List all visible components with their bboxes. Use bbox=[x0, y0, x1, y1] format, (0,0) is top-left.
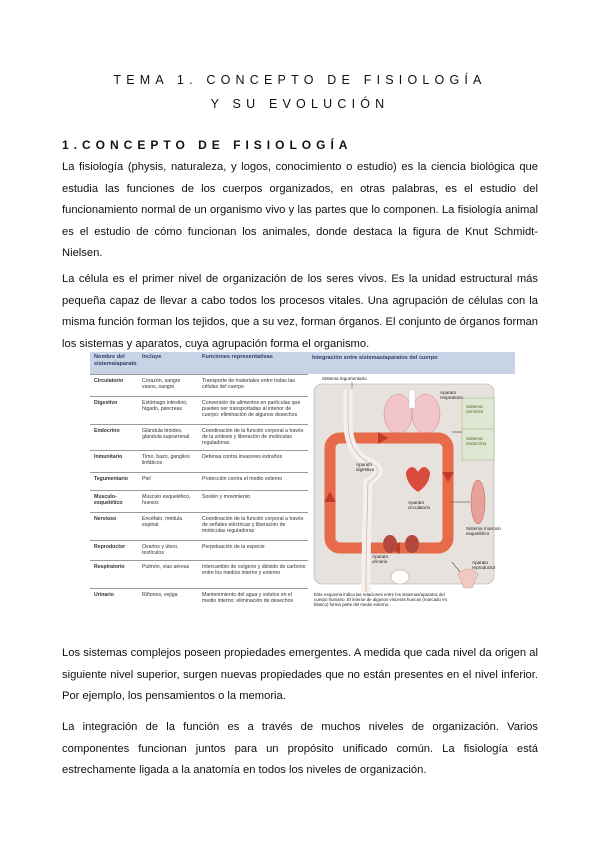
row-functions: Conversión de alimentos en partículas que pueden ser transportadas al interior de cuerpo; eliminación de algunos desechos bbox=[202, 400, 301, 419]
row-name: Tegumentario bbox=[94, 476, 128, 482]
trachea bbox=[409, 390, 415, 408]
row-functions: Intercambio de oxígeno y dióxido de carbono entre los medios interno y externo bbox=[202, 564, 306, 577]
label-nervioso: Sistema nervioso bbox=[466, 404, 484, 415]
section-heading: 1.CONCEPTO DE FISIOLOGÍA bbox=[62, 138, 353, 152]
lung-right bbox=[412, 394, 440, 434]
row-functions: Defensa contra invasores extraños bbox=[202, 454, 283, 460]
row-functions: Mantenimiento del agua y solutos en el medio interno; eliminación de desechos bbox=[202, 592, 294, 605]
paragraph-definition: La fisiología (physis, naturaleza, y logos, conocimiento o estudio) es la ciencia biológica que estudia las funciones de los cuerpos organizados, en otras palabras, es el estudio del funcionamiento normal de un organismo vivo y las partes que lo componen. La fisiología animal es el estudio de cómo funcionan los animales, donde destaca la figura de Knut Schmidt-Nielsen. bbox=[62, 161, 538, 259]
document-title-line1: TEMA 1. CONCEPTO DE FISIOLOGÍA bbox=[113, 73, 487, 87]
table-row bbox=[90, 396, 308, 425]
row-name: Nervioso bbox=[94, 516, 117, 522]
header-name: Nombre del sistema/aparato bbox=[94, 354, 137, 367]
table-row bbox=[90, 424, 308, 451]
header-functions: Funciones representativas bbox=[202, 354, 273, 360]
row-includes: Músculo esquelético, huesos bbox=[142, 494, 191, 507]
row-includes: Encéfalo, médula espinal bbox=[142, 516, 183, 529]
row-functions: Perpetuación de la especie bbox=[202, 544, 265, 550]
row-name: Respiratorio bbox=[94, 564, 125, 570]
row-name: Reproductor bbox=[94, 544, 126, 550]
systems-figure bbox=[90, 352, 515, 620]
table-row bbox=[90, 512, 308, 541]
row-functions: Coordinación de la función corporal a través de señales eléctricas y liberación de moléculas reguladoras bbox=[202, 516, 304, 535]
row-includes: Ovarios y útero, testículos bbox=[142, 544, 179, 557]
row-functions: Coordinación de la función corporal a través de la síntesis y liberación de moléculas reguladoras bbox=[202, 428, 304, 447]
reproductive-organ bbox=[458, 569, 478, 588]
table-header bbox=[90, 352, 308, 374]
row-includes: Estómago intestino, hígado, páncreas bbox=[142, 400, 188, 413]
table-row bbox=[90, 472, 308, 491]
header-includes: Incluye bbox=[142, 354, 162, 360]
paragraph-emergent: Los sistemas complejos poseen propiedades emergentes. A medida que cada nivel da origen al siguiente nivel superior, surgen nuevas propiedades que no están presentes en el nivel inferior. Por ejemplo, los pensamientos o la memoria. bbox=[62, 647, 538, 702]
row-functions: Transporte de materiales entre todas las células del cuerpo bbox=[202, 378, 295, 391]
row-includes: Riñones, vejiga bbox=[142, 592, 178, 598]
row-functions: Sostén y movimiento bbox=[202, 494, 251, 500]
table-row bbox=[90, 540, 308, 561]
row-includes: Pulmón, vías aéreas bbox=[142, 564, 190, 570]
table-row bbox=[90, 560, 308, 589]
row-functions: Protección contra el medio externo bbox=[202, 476, 283, 482]
kidney-left bbox=[383, 535, 397, 553]
label-reproductor: Aparato reproductor bbox=[472, 560, 496, 571]
row-includes: Timo, bazo, ganglios linfáticos bbox=[142, 454, 190, 467]
row-name: Endocrino bbox=[94, 428, 120, 434]
label-urinario: Aparato urinario bbox=[372, 554, 389, 565]
diagram-artwork bbox=[308, 352, 515, 620]
row-includes: Piel bbox=[142, 476, 151, 482]
table-row bbox=[90, 450, 308, 473]
diagram-header: Integración entre sistemas/aparatos del cuerpo bbox=[312, 355, 438, 361]
row-name: Circulatorio bbox=[94, 378, 124, 384]
integration-diagram bbox=[308, 352, 515, 620]
label-respiratorio: Aparato respiratorio bbox=[440, 390, 463, 401]
kidney-right bbox=[405, 535, 419, 553]
row-name: Digestivo bbox=[94, 400, 118, 406]
label-tegumentario: Sistema tegumentario bbox=[322, 376, 367, 381]
label-digestivo: Aparato digestivo bbox=[356, 462, 375, 473]
muscle bbox=[471, 480, 485, 524]
row-includes: Corazón, sangre vasos, sangre bbox=[142, 378, 181, 391]
diagram-caption: Este esquema indica las relaciones entre los sistemas/aparatos del cuerpo humano. El interior de algunos vísceras huecas (marcado en blanco) forma parte del medio externo. bbox=[314, 592, 448, 608]
paragraph-integration: La integración de la función es a través de muchos niveles de organización. Varios componentes funcionan juntos para un propósito unificado común. La fisiología está estrechamente ligada a la anatomía en todos los niveles de organización. bbox=[62, 721, 538, 776]
systems-table bbox=[90, 352, 308, 620]
row-name: Musculo-esquelético bbox=[94, 494, 123, 506]
paragraph-cell-levels: La célula es el primer nivel de organización de los seres vivos. Es la unidad estructural más pequeña capaz de llevar a cabo todos los procesos vitales. Una agrupación de células con la misma función forman los tejidos, que a su vez, forman órganos. El conjunto de órganos forman los sistemas y aparatos, cuya agrupación forma el organismo. bbox=[62, 273, 538, 350]
label-endocrino: Sistema endocrino bbox=[466, 436, 487, 447]
label-circulatorio: Aparato circulatorio bbox=[408, 500, 431, 511]
bladder bbox=[391, 570, 409, 584]
row-includes: Glándula tiroides, glándula suprarrenal bbox=[142, 428, 190, 441]
table-row bbox=[90, 588, 308, 621]
table-row bbox=[90, 490, 308, 513]
row-name: Inmunitario bbox=[94, 454, 123, 460]
row-name: Urinario bbox=[94, 592, 114, 598]
label-musculo: Sistema musculo esquelético bbox=[466, 526, 501, 537]
table-row bbox=[90, 374, 308, 397]
document-title-line2: Y SU EVOLUCIÓN bbox=[210, 97, 390, 111]
lung-left bbox=[384, 394, 412, 434]
